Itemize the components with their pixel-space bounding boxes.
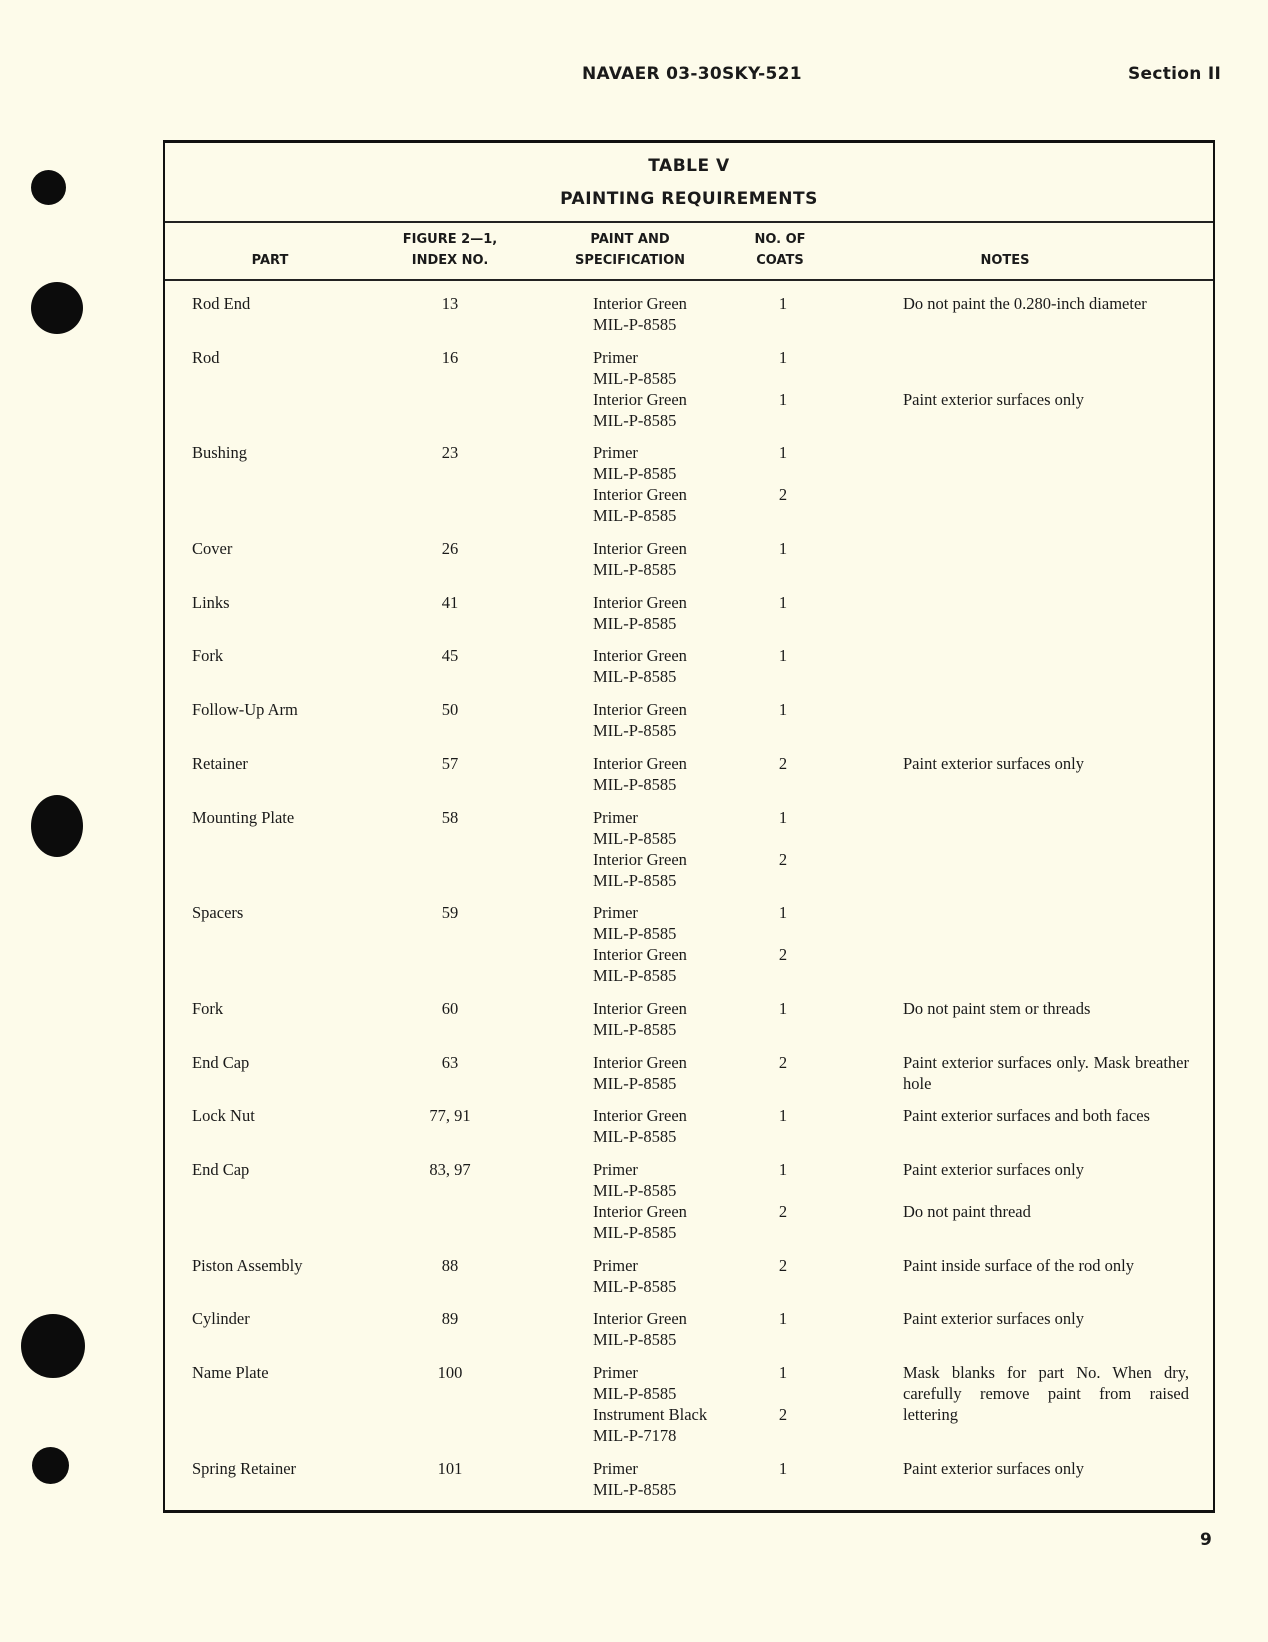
- table-row: [165, 1159, 1213, 1243]
- note-text: Paint exterior surfaces only: [903, 1309, 1084, 1329]
- part-name: Lock Nut: [192, 1106, 255, 1126]
- table-row: [165, 807, 1213, 891]
- paint-specification: MIL-P-8585: [593, 1276, 677, 1296]
- paint-specification: MIL-P-8585: [593, 410, 677, 430]
- part-name: End Cap: [192, 1159, 250, 1179]
- number-of-coats: 1: [778, 646, 788, 666]
- paint-name: Interior Green: [593, 485, 687, 505]
- paint-specification: MIL-P-8585: [593, 924, 677, 944]
- number-of-coats: 2: [778, 485, 788, 505]
- table-title: TABLE V: [648, 156, 730, 176]
- binder-hole: [32, 1447, 69, 1484]
- number-of-coats: 1: [778, 700, 788, 720]
- paint-name: Primer: [593, 443, 638, 463]
- index-number: 13: [441, 294, 459, 313]
- paint-specification: MIL-P-8585: [593, 1222, 677, 1242]
- number-of-coats: 2: [778, 945, 788, 965]
- paint-entry: [593, 1201, 1213, 1243]
- part-name: Spacers: [192, 903, 244, 923]
- paint-specification: MIL-P-8585: [593, 828, 677, 848]
- section-label: Section II: [1128, 64, 1222, 84]
- document-id: NAVAER 03-30SKY-521: [582, 64, 802, 84]
- part-name: Links: [192, 592, 230, 612]
- paint-specification: MIL-P-8585: [593, 870, 677, 890]
- paint-name: Interior Green: [593, 1052, 687, 1072]
- table-subtitle: PAINTING REQUIREMENTS: [560, 189, 818, 209]
- paint-name: Interior Green: [593, 592, 687, 612]
- table-row: [165, 902, 1213, 986]
- paint-name: Interior Green: [593, 998, 687, 1018]
- paint-entry: [593, 442, 1213, 484]
- paint-entry: [593, 998, 1213, 1040]
- paint-name: Interior Green: [593, 849, 687, 869]
- part-name: Cover: [192, 539, 233, 559]
- number-of-coats: 2: [778, 1405, 788, 1424]
- index-number: 77, 91: [429, 1106, 471, 1126]
- part-name: Name Plate: [192, 1363, 269, 1382]
- index-number: 83, 97: [429, 1159, 471, 1179]
- paint-entry: [593, 849, 1213, 891]
- number-of-coats: 2: [778, 849, 788, 869]
- paint-entry: [593, 1105, 1213, 1147]
- column-header-coats-line1: NO. OF: [754, 232, 806, 247]
- paint-specification: MIL-P-8585: [593, 966, 677, 986]
- number-of-coats: 1: [778, 1458, 788, 1478]
- paint-specification: MIL-P-7178: [593, 1426, 677, 1445]
- table-row: [165, 1052, 1213, 1094]
- paint-entry: [593, 645, 1213, 687]
- table-row: [165, 998, 1213, 1040]
- column-header-paint: [555, 229, 705, 271]
- column-header-paint-line2: SPECIFICATION: [574, 253, 686, 268]
- paint-name: Interior Green: [593, 700, 687, 720]
- binder-hole: [31, 282, 83, 334]
- note-text: Paint exterior surfaces only: [903, 1159, 1084, 1179]
- column-header-coats: [735, 229, 825, 271]
- number-of-coats: 1: [778, 1159, 788, 1179]
- note-text: Paint exterior surfaces and both faces: [903, 1106, 1150, 1126]
- table-row: [165, 645, 1213, 687]
- paint-name: Interior Green: [593, 389, 687, 409]
- column-header-index-line1: FIGURE 2—1,: [402, 232, 498, 247]
- table-row: [165, 347, 1213, 431]
- number-of-coats: 1: [778, 294, 788, 313]
- number-of-coats: 1: [778, 1106, 788, 1126]
- number-of-coats: 1: [778, 539, 788, 559]
- paint-specification: MIL-P-8585: [593, 721, 677, 741]
- index-number: 60: [441, 998, 459, 1018]
- paint-entry: [593, 389, 1213, 431]
- column-header-notes: NOTES: [980, 253, 1030, 268]
- index-number: 100: [437, 1363, 463, 1382]
- paint-name: Interior Green: [593, 646, 687, 666]
- paint-specification: MIL-P-8585: [593, 1073, 677, 1093]
- column-header-part: PART: [251, 253, 289, 268]
- paint-name: Primer: [593, 1363, 638, 1382]
- paint-specification: MIL-P-8585: [593, 1180, 677, 1200]
- paint-name: Interior Green: [593, 1106, 687, 1126]
- table-row: [165, 592, 1213, 634]
- column-header-coats-line2: COATS: [756, 253, 804, 268]
- page-number: 9: [1200, 1530, 1212, 1550]
- table-row: [165, 1255, 1213, 1297]
- number-of-coats: 1: [778, 1309, 788, 1329]
- index-number: 59: [441, 903, 459, 923]
- note-text: Mask blanks for part No. When dry, carefully remove paint from raised lettering: [903, 1363, 1189, 1424]
- paint-entry: [593, 1308, 1213, 1350]
- number-of-coats: 1: [778, 1363, 788, 1382]
- paint-name: Interior Green: [593, 1309, 687, 1329]
- number-of-coats: 2: [778, 1255, 788, 1275]
- paint-specification: MIL-P-8585: [593, 1384, 677, 1403]
- index-number: 63: [441, 1052, 459, 1072]
- paint-name: Instrument Black: [593, 1405, 708, 1424]
- paint-name: Primer: [593, 1255, 638, 1275]
- part-name: End Cap: [192, 1052, 250, 1072]
- number-of-coats: 2: [778, 1201, 788, 1221]
- paint-entry: [593, 538, 1213, 580]
- paint-specification: MIL-P-8585: [593, 560, 677, 580]
- index-number: 58: [441, 807, 459, 827]
- table-row: [165, 699, 1213, 741]
- paint-entry: [593, 1458, 1213, 1500]
- index-number: 89: [441, 1309, 459, 1329]
- paint-name: Primer: [593, 903, 638, 923]
- table-row: [165, 293, 1213, 335]
- paint-name: Primer: [593, 347, 638, 367]
- binder-hole: [31, 170, 66, 205]
- paint-specification: MIL-P-8585: [593, 1019, 677, 1039]
- note-text: Paint exterior surfaces only. Mask breather hole: [903, 1052, 1189, 1093]
- part-name: Bushing: [192, 443, 248, 463]
- paint-entry: [593, 944, 1213, 986]
- part-name: Retainer: [192, 753, 248, 773]
- table-body: [165, 293, 1213, 1511]
- index-number: 23: [441, 443, 459, 463]
- part-name: Rod: [192, 347, 220, 367]
- table-row: [165, 1458, 1213, 1500]
- part-name: Spring Retainer: [192, 1458, 297, 1478]
- note-text: Paint exterior surfaces only: [903, 1458, 1084, 1478]
- table-row: [165, 1105, 1213, 1147]
- number-of-coats: 1: [778, 443, 788, 463]
- index-number: 101: [437, 1458, 463, 1478]
- paint-name: Interior Green: [593, 753, 687, 773]
- paint-specification: MIL-P-8585: [593, 506, 677, 526]
- note-text: Paint exterior surfaces only: [903, 389, 1084, 409]
- table-row: [165, 1308, 1213, 1350]
- binder-hole: [21, 1314, 85, 1378]
- paint-name: Primer: [593, 807, 638, 827]
- paint-specification: MIL-P-8585: [593, 613, 677, 633]
- part-name: Mounting Plate: [192, 807, 295, 827]
- paint-entry: [593, 699, 1213, 741]
- table-row: [165, 442, 1213, 526]
- index-number: 16: [441, 347, 459, 367]
- paint-name: Interior Green: [593, 294, 687, 313]
- part-name: Fork: [192, 998, 224, 1018]
- paint-entry: [593, 753, 1213, 795]
- paint-name: Interior Green: [593, 1201, 687, 1221]
- paint-entry: [593, 807, 1213, 849]
- paint-specification: MIL-P-8585: [593, 1330, 677, 1350]
- paint-entry: [593, 592, 1213, 634]
- paint-specification: MIL-P-8585: [593, 1479, 677, 1499]
- number-of-coats: 2: [778, 753, 788, 773]
- paint-specification: MIL-P-8585: [593, 315, 677, 334]
- note-text: Do not paint stem or threads: [903, 998, 1091, 1018]
- part-name: Fork: [192, 646, 224, 666]
- table-row: [165, 538, 1213, 580]
- paint-entry: [593, 1052, 1213, 1094]
- index-number: 41: [441, 592, 459, 612]
- number-of-coats: 1: [778, 998, 788, 1018]
- part-name: Follow-Up Arm: [192, 700, 298, 720]
- index-number: 50: [441, 700, 459, 720]
- paint-entry: [593, 484, 1213, 526]
- paint-specification: MIL-P-8585: [593, 667, 677, 687]
- note-text: Do not paint the 0.280-inch diameter: [903, 294, 1147, 313]
- note-text: Do not paint thread: [903, 1201, 1031, 1221]
- number-of-coats: 1: [778, 903, 788, 923]
- painting-requirements-table: [163, 140, 1215, 1513]
- table-row: [165, 753, 1213, 795]
- index-number: 26: [441, 539, 459, 559]
- note-text: Paint exterior surfaces only: [903, 753, 1084, 773]
- number-of-coats: 1: [778, 807, 788, 827]
- part-name: Rod End: [192, 294, 251, 313]
- paint-name: Interior Green: [593, 945, 687, 965]
- paint-entry: [593, 1255, 1213, 1297]
- paint-specification: MIL-P-8585: [593, 1127, 677, 1147]
- paint-specification: MIL-P-8585: [593, 464, 677, 484]
- paint-entry: [593, 1404, 1213, 1446]
- paint-entry: [593, 902, 1213, 944]
- number-of-coats: 2: [778, 1052, 788, 1072]
- table-row: [165, 1362, 1213, 1446]
- paint-entry: [593, 1159, 1213, 1201]
- paint-name: Primer: [593, 1159, 638, 1179]
- paint-name: Primer: [593, 1458, 638, 1478]
- header-top-rule: [165, 221, 1213, 223]
- index-number: 88: [441, 1255, 459, 1275]
- column-header-index-line2: INDEX NO.: [411, 253, 489, 268]
- paint-entry: [593, 347, 1213, 389]
- part-name: Piston Assembly: [192, 1255, 303, 1275]
- binder-hole: [31, 795, 83, 857]
- note-text: Paint inside surface of the rod only: [903, 1255, 1134, 1275]
- part-name: Cylinder: [192, 1309, 250, 1329]
- column-header-index: [385, 229, 515, 271]
- paint-name: Interior Green: [593, 539, 687, 559]
- paint-entry: [593, 293, 1213, 335]
- number-of-coats: 1: [778, 389, 788, 409]
- index-number: 57: [441, 753, 459, 773]
- index-number: 45: [441, 646, 459, 666]
- number-of-coats: 1: [778, 347, 788, 367]
- number-of-coats: 1: [778, 592, 788, 612]
- header-bottom-rule: [165, 279, 1213, 281]
- paint-specification: MIL-P-8585: [593, 368, 677, 388]
- paint-specification: MIL-P-8585: [593, 774, 677, 794]
- column-header-paint-line1: PAINT AND: [590, 232, 670, 247]
